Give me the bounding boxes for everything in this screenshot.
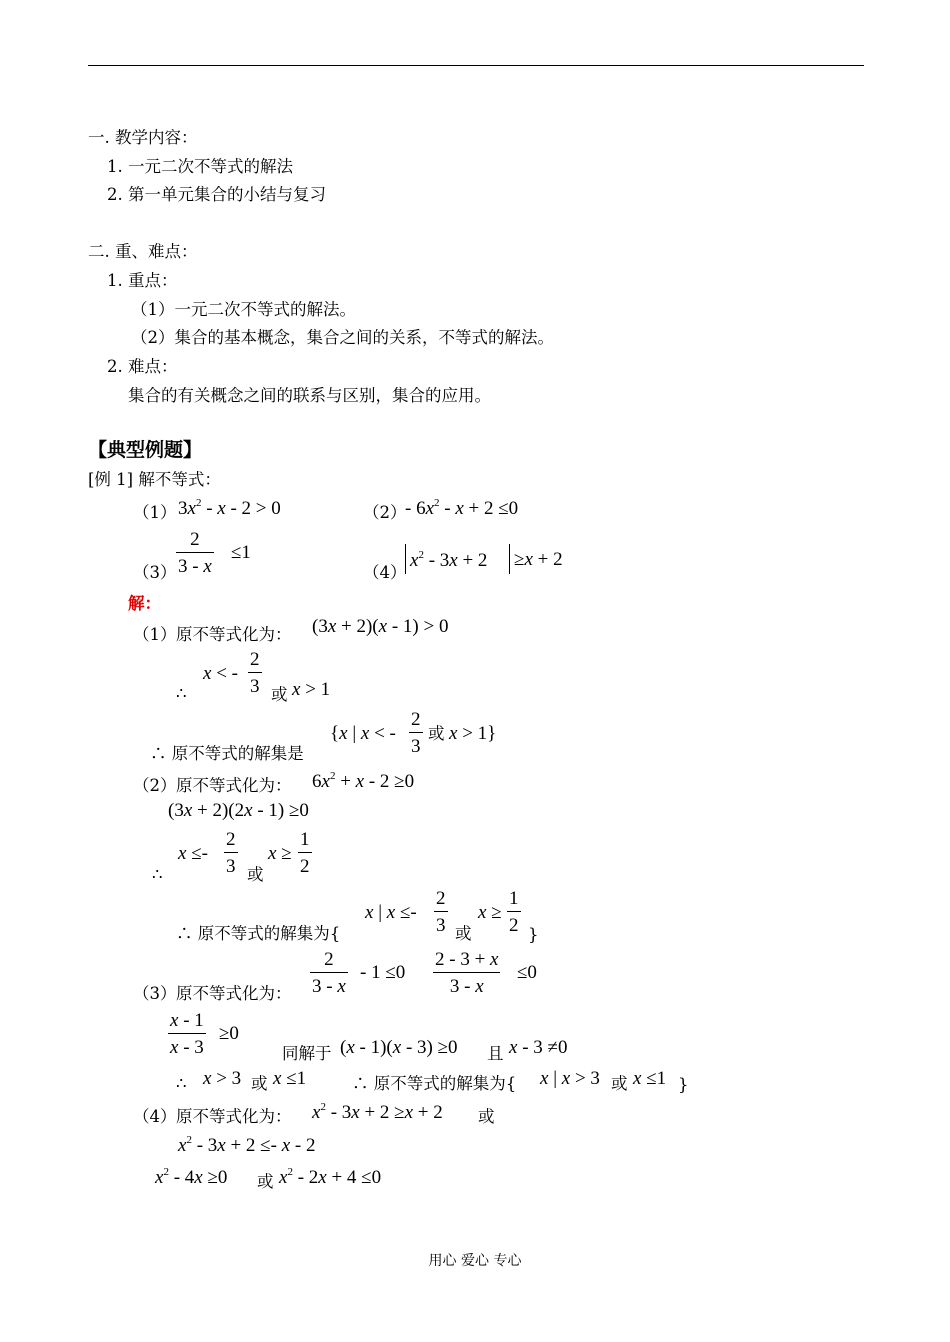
s1-or: 或 [271,685,288,704]
example-1-label: [例 1] 解不等式： [88,470,221,489]
s1-therefore: ∴ [176,684,187,703]
s4-case-2: $x^2 - 3x + 2 \le- x - 2$ [178,1134,316,1156]
s2-solution-set-label: ∴ 原不等式的解集为{ [176,924,341,943]
problem-3-number: （3） [133,563,177,582]
section-heading-content: 一. 教学内容： [88,128,198,147]
problem-4-number: （4） [363,563,407,582]
s4-number: （4） [133,1107,177,1126]
problem-1-number: （1） [133,503,177,522]
problem-3-fraction: $\frac{2}{3 - x}$ [178,529,212,577]
s2-therefore: ∴ [152,865,163,884]
s3-number: （3） [133,984,177,1003]
s1-number: （1） [133,625,177,644]
solution-label: 解： [128,594,161,613]
s1-x-greater: x > 1 [292,679,331,700]
s2-frac-one-half: $\frac{1}{2}$ [300,829,310,877]
s2-or: 或 [247,865,264,884]
s4-simplified-1: $x^2 - 4x \ge 0$ [155,1166,228,1188]
s3-solution-set-label: ∴ 原不等式的解集为{ [352,1074,517,1093]
s2-set-close: } [528,925,539,944]
s3-x-le-1: x ≤1 [273,1068,307,1089]
s4-restate: 原不等式化为： [176,1107,292,1126]
examples-title: 【典型例题】 [88,439,203,461]
s2-expression: $6x^2 + x - 2 \ge 0$ [312,770,415,792]
s1-solution-set-label: ∴ 原不等式的解集是 [150,744,304,763]
s4-or-1: 或 [478,1107,495,1126]
s3-x-gt-3: x > 3 [203,1068,242,1089]
key-label: 1. 重点： [107,271,178,290]
content-item-1: 1. 一元二次不等式的解法 [107,157,293,176]
problem-3-relation: ≤1 [231,542,251,563]
s3-set-x-gt-3: x | x > 3 [540,1068,600,1089]
s2-set-or: 或 [455,924,472,943]
s2-factored: (3x + 2)(2x - 1) ≥0 [168,800,309,821]
content-item-2: 2. 第一单元集合的小结与复习 [107,185,326,204]
s3-restate: 原不等式化为： [176,984,292,1003]
s3-condition: x - 3 ≠0 [509,1037,568,1058]
key-item-1: （1）一元二次不等式的解法。 [131,300,356,319]
problem-1-expression: $3x^2 - x - 2 > 0$ [178,497,281,519]
key-item-2: （2）集合的基本概念，集合之间的关系，不等式的解法。 [131,328,554,347]
s1-x-less: x < - [203,663,238,684]
section-heading-key-points: 二. 重、难点： [88,242,198,261]
problem-4-rhs: ≥x + 2 [514,549,563,570]
s1-set-or: 或 [428,724,445,743]
s1-factored: (3x + 2)(x - 1) > 0 [312,616,449,637]
s3-frac-simplified: $\frac{x - 1}{x - 3}$ [170,1010,204,1058]
difficulty-label: 2. 难点： [107,357,178,376]
s2-frac-two-thirds: $\frac{2}{3}$ [226,829,236,877]
problem-4-abs-content: $x^2 - 3x + 2$ [410,549,488,571]
s3-product: (x - 1)(x - 3) ≥0 [340,1037,458,1058]
s4-simplified-2: $x^2 - 2x + 4 \le 0$ [279,1166,382,1188]
s4-or-2: 或 [257,1172,274,1191]
s3-same-as: 同解于 [282,1044,332,1063]
s3-simplified-relation: ≥0 [219,1023,239,1044]
s2-x-ge: x ≥ [268,843,292,864]
difficulty-text: 集合的有关概念之间的联系与区别，集合的应用。 [128,386,491,405]
header-rule [88,65,864,66]
s2-set-x-ge: x ≥ [478,902,502,923]
s2-x-le: x ≤- [178,843,208,864]
problem-2-expression: - $6x^2 - x + 2 \le 0$ [405,497,519,519]
s1-set-open: {x | x < - [330,723,396,744]
s3-set-or: 或 [611,1074,628,1093]
s3-or: 或 [251,1074,268,1093]
problem-2-number: （2） [363,503,407,522]
s3-set-x-le-1: x ≤1 [633,1068,667,1089]
abs-bar-left [405,544,406,574]
page-footer: 用心 爱心 专心 [428,1253,522,1269]
s3-set-close: } [678,1075,689,1094]
s2-set-frac-one-half: $\frac{1}{2}$ [509,888,519,936]
s2-set-frac-two-thirds: $\frac{2}{3}$ [436,888,446,936]
s2-set-x-le: x | x ≤- [365,902,417,923]
s4-case-1: $x^2 - 3x + 2 \ge x + 2$ [312,1101,443,1123]
s3-frac-2-over-3mx: $\frac{2}{3 - x}$ [312,949,346,997]
s1-set-fraction: $\frac{2}{3}$ [411,709,421,757]
abs-bar-right [509,544,510,574]
s3-and: 且 [487,1044,504,1063]
s3-combined-relation: ≤0 [517,962,537,983]
s1-restate: 原不等式化为： [176,625,292,644]
s2-restate: 原不等式化为： [176,776,292,795]
s3-frac-combined: $\frac{2 - 3 + x}{3 - x}$ [435,949,499,997]
s1-set-close: x > 1} [449,723,497,744]
s3-minus-one: - 1 ≤0 [360,962,406,983]
s3-therefore: ∴ [176,1074,187,1093]
s2-number: （2） [133,776,177,795]
s1-frac-two-thirds: $\frac{2}{3}$ [250,649,260,697]
